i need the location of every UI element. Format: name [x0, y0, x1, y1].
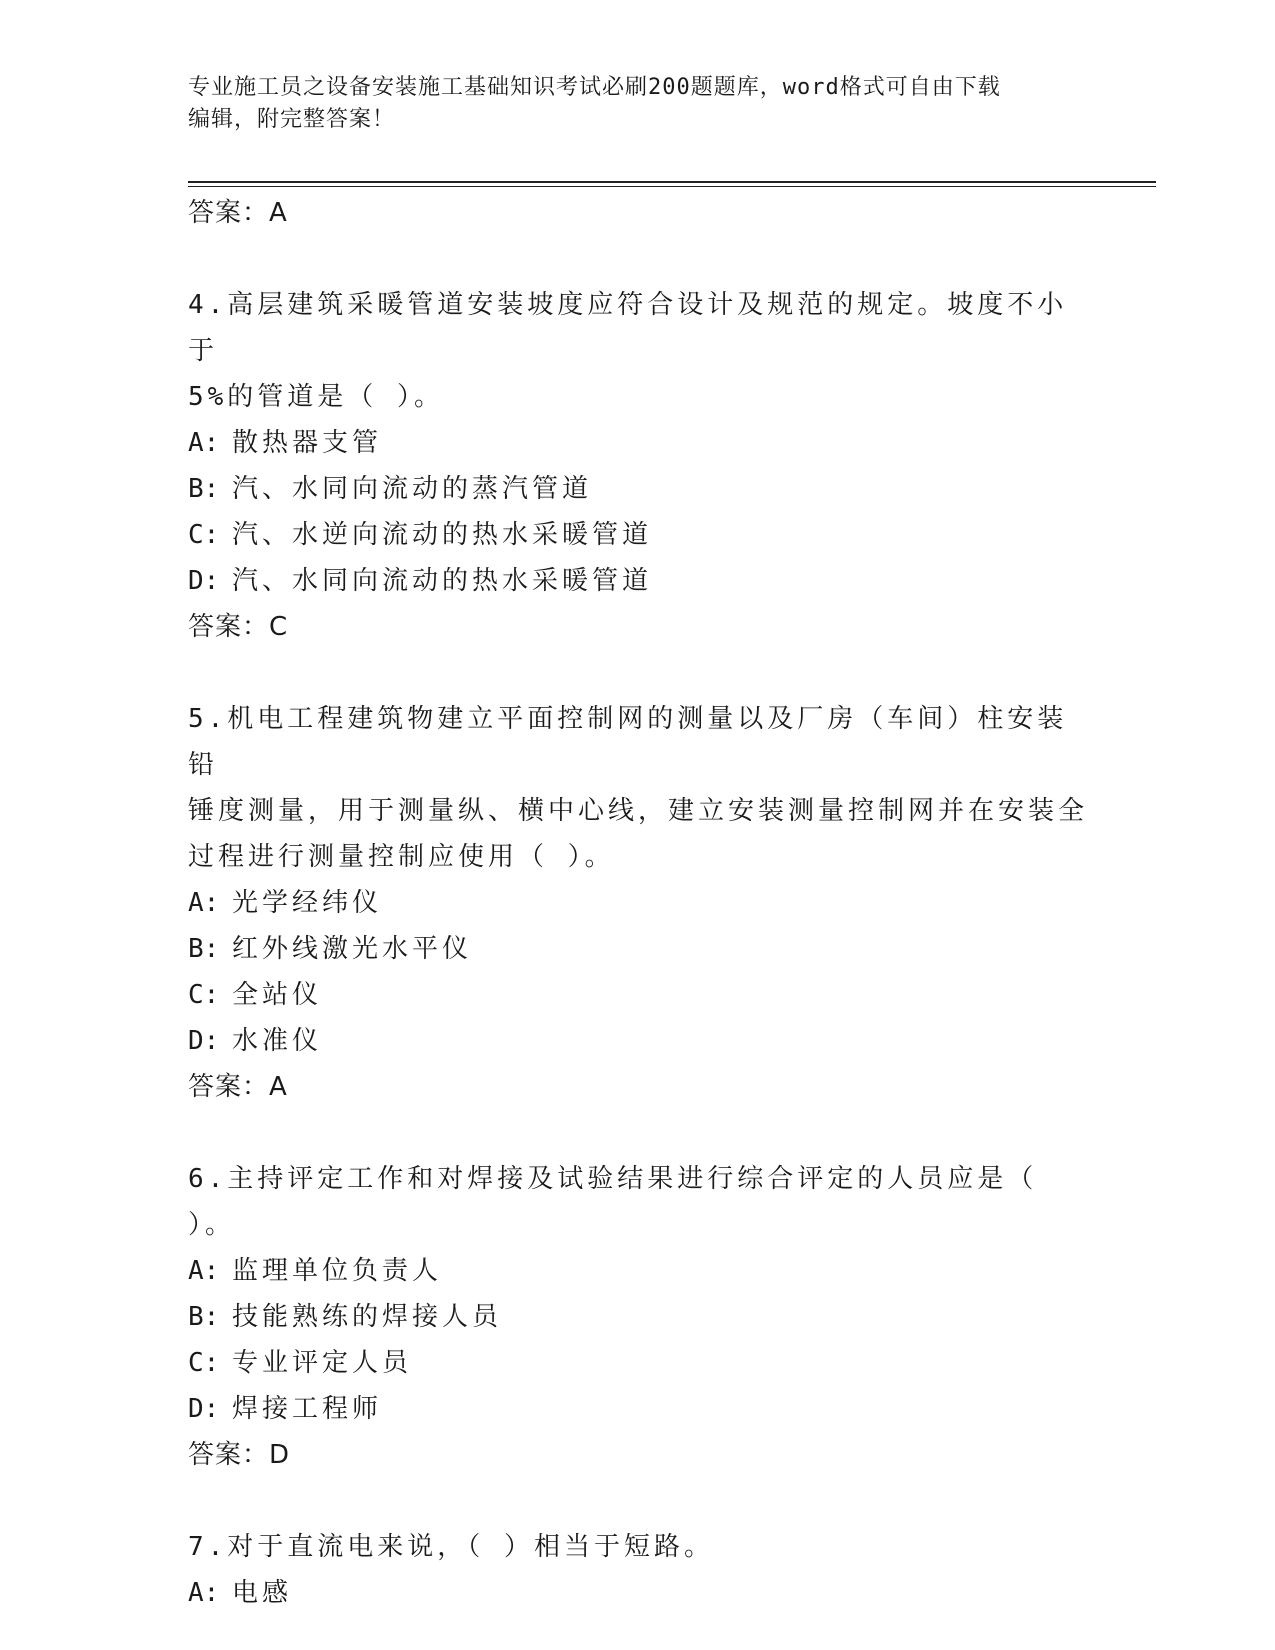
option-letter: D: [188, 1394, 220, 1424]
option-text: 焊接工程师 [232, 1394, 383, 1424]
question-7 [188, 1524, 1088, 1616]
option-a [188, 1570, 1088, 1616]
header-divider-thick [188, 181, 1156, 183]
option-letter: A: [188, 1256, 220, 1286]
option-text: 红外线激光水平仪 [232, 934, 473, 964]
option-text: 水准仪 [232, 1026, 323, 1056]
option-text: 汽、水同向流动的热水采暖管道 [232, 566, 653, 596]
question-5 [188, 696, 1088, 1110]
question-6 [188, 1156, 1088, 1478]
option-letter: B: [188, 1302, 220, 1332]
answer-line: 答案：D [188, 1440, 291, 1470]
option-c [188, 512, 1088, 558]
option-c [188, 1340, 1088, 1386]
option-b [188, 466, 1088, 512]
option-text: 技能熟练的焊接人员 [232, 1302, 503, 1332]
question-stem-line: 6.主持评定工作和对焊接及试验结果进行综合评定的人员应是（ ）。 [188, 1164, 1038, 1240]
option-c [188, 972, 1088, 1018]
answer-line: 答案：A [188, 1072, 288, 1102]
option-text: 专业评定人员 [232, 1348, 413, 1378]
option-d [188, 1018, 1088, 1064]
answer-line: 答案：A [188, 198, 288, 228]
option-d [188, 558, 1088, 604]
header-line-1: 专业施工员之设备安装施工基础知识考试必刷200题题库，word格式可自由下载 [188, 75, 1001, 100]
option-a [188, 1248, 1088, 1294]
question-stem-line: 5%的管道是（ ）。 [188, 382, 444, 412]
header-divider-thin [188, 186, 1156, 187]
option-letter: A: [188, 1578, 220, 1608]
option-letter: D: [188, 1026, 220, 1056]
header-line-2: 编辑，附完整答案！ [188, 107, 396, 132]
question-stem-line: 锤度测量，用于测量纵、横中心线，建立安装测量控制网并在安装全 [188, 796, 1089, 826]
question-stem-line: 4.高层建筑采暖管道安装坡度应符合设计及规范的规定。坡度不小于 [188, 290, 1068, 366]
option-letter: C: [188, 980, 220, 1010]
question-stem-line: 5.机电工程建筑物建立平面控制网的测量以及厂房（车间）柱安装铅 [188, 704, 1068, 780]
option-b [188, 1294, 1088, 1340]
page-header [188, 72, 1088, 136]
option-letter: B: [188, 934, 220, 964]
option-text: 汽、水同向流动的蒸汽管道 [232, 474, 593, 504]
question-list [188, 190, 1088, 1616]
option-letter: B: [188, 474, 220, 504]
option-letter: C: [188, 1348, 220, 1378]
option-text: 汽、水逆向流动的热水采暖管道 [232, 520, 653, 550]
option-text: 电感 [232, 1578, 293, 1608]
option-text: 全站仪 [232, 980, 323, 1010]
option-letter: A: [188, 888, 220, 918]
option-text: 散热器支管 [232, 428, 383, 458]
option-letter: D: [188, 566, 220, 596]
option-text: 光学经纬仪 [232, 888, 383, 918]
option-letter: C: [188, 520, 220, 550]
answer-line: 答案：C [188, 612, 289, 642]
option-d [188, 1386, 1088, 1432]
option-text: 监理单位负责人 [232, 1256, 443, 1286]
question-stem-line: 7.对于直流电来说，（ ）相当于短路。 [188, 1532, 714, 1562]
option-a [188, 420, 1088, 466]
question-4 [188, 282, 1088, 650]
option-b [188, 926, 1088, 972]
question-stem-line: 过程进行测量控制应使用（ ）。 [188, 842, 615, 872]
option-letter: A: [188, 428, 220, 458]
option-a [188, 880, 1088, 926]
